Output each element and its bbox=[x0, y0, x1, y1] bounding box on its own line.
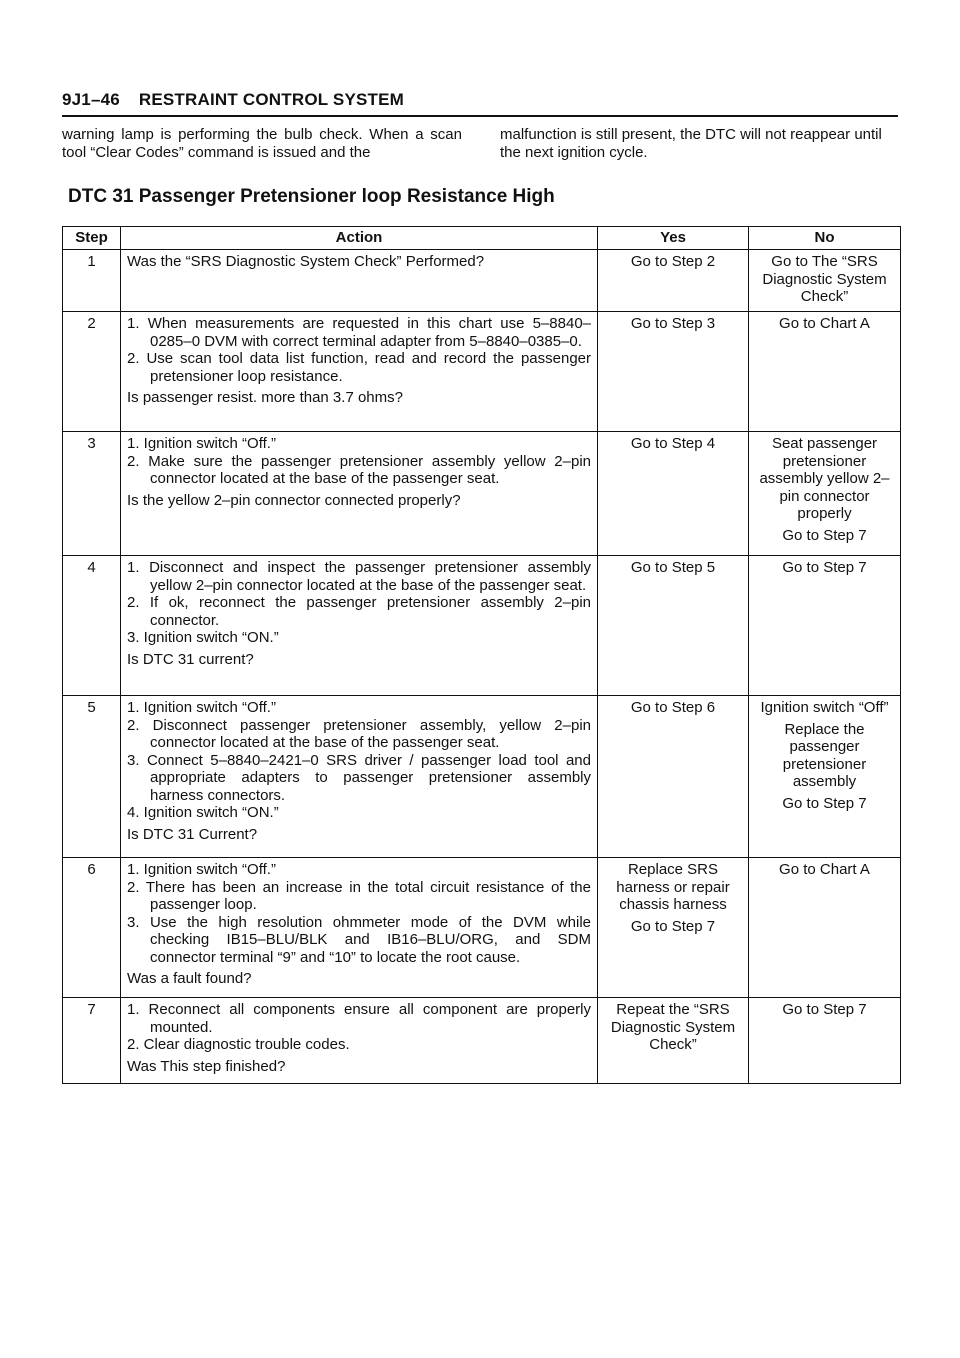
intro-right-text: malfunction is still present, the DTC will not reappear until the next ignition cycle. bbox=[500, 126, 882, 161]
no-result: Go to The “SRS Diagnostic System Check” bbox=[762, 253, 887, 305]
table-row bbox=[63, 556, 901, 696]
action-item: 1. Disconnect and inspect the passenger pretensioner assembly yellow 2–pin connector located at the base of the passenger seat. bbox=[127, 559, 591, 594]
step-number: 1 bbox=[63, 250, 121, 312]
action-item: 3. Use the high resolution ohmmeter mode of the DVM while checking IB15–BLU/BLK and IB16–BLU/ORG, and SDM connector terminal “9” and “10” to locate the root cause. bbox=[127, 913, 591, 966]
action-item: 2. Clear diagnostic trouble codes. bbox=[127, 1036, 350, 1053]
no-cell bbox=[749, 556, 901, 696]
yes-result: Go to Step 3 bbox=[630, 315, 716, 332]
no-result: Go to Step 7 bbox=[782, 1001, 867, 1018]
header-no: No bbox=[749, 227, 901, 250]
step-number: 6 bbox=[63, 858, 121, 998]
action-question: Was This step finished? bbox=[127, 1057, 286, 1075]
step-number: 4 bbox=[63, 556, 121, 696]
no-note: Ignition switch “Off” bbox=[760, 699, 889, 716]
step-number: 3 bbox=[63, 432, 121, 556]
action-cell bbox=[121, 696, 598, 858]
step-number: 5 bbox=[63, 696, 121, 858]
no-cell bbox=[749, 998, 901, 1084]
yes-result: Repeat the “SRS Diagnostic System Check” bbox=[610, 1001, 736, 1053]
no-result: Go to Step 7 bbox=[782, 526, 867, 544]
no-cell bbox=[749, 858, 901, 998]
yes-result: Go to Step 6 bbox=[630, 699, 716, 716]
yes-cell bbox=[598, 858, 749, 998]
yes-cell bbox=[598, 312, 749, 432]
intro-left-text: warning lamp is performing the bulb check. When a scan tool “Clear Codes” command is issued and the bbox=[62, 126, 462, 161]
action-item: 2. Use scan tool data list function, read and record the passenger pretensioner loop resistance. bbox=[127, 350, 591, 385]
action-cell bbox=[121, 556, 598, 696]
yes-cell bbox=[598, 250, 749, 312]
action-item: 1. Reconnect all components ensure all component are properly mounted. bbox=[127, 1001, 591, 1036]
action-item: 2. Make sure the passenger pretensioner assembly yellow 2–pin connector located at the base of the passenger seat. bbox=[127, 452, 591, 487]
action-cell bbox=[121, 998, 598, 1084]
no-result: Go to Step 7 bbox=[782, 559, 867, 576]
action-item: 3. Connect 5–8840–2421–0 SRS driver / passenger load tool and appropriate adapters to passenger pretensioner assembly harness connectors. bbox=[127, 751, 591, 804]
yes-result: Go to Step 4 bbox=[630, 435, 716, 452]
action-item: 2. If ok, reconnect the passenger pretensioner assembly 2–pin connector. bbox=[127, 594, 591, 629]
no-cell bbox=[749, 312, 901, 432]
action-item: 1. Ignition switch “Off.” bbox=[127, 861, 276, 878]
action-question: Was a fault found? bbox=[127, 970, 252, 987]
yes-result: Go to Step 7 bbox=[630, 917, 716, 935]
no-result: Go to Step 7 bbox=[782, 794, 867, 812]
action-question: Is the yellow 2–pin connector connected properly? bbox=[127, 491, 461, 509]
no-cell bbox=[749, 250, 901, 312]
no-cell bbox=[749, 696, 901, 858]
diagnostic-table bbox=[62, 226, 901, 1084]
action-item: 1. Ignition switch “Off.” bbox=[127, 435, 276, 452]
yes-cell bbox=[598, 696, 749, 858]
header-rule bbox=[62, 115, 898, 117]
action-item: 1. When measurements are requested in this chart use 5–8840–0285–0 DVM with correct terminal adapter from 5–8840–0385–0. bbox=[127, 315, 591, 350]
action-item: 3. Ignition switch “ON.” bbox=[127, 629, 279, 646]
header-step: Step bbox=[63, 227, 121, 250]
action-cell bbox=[121, 312, 598, 432]
table-row bbox=[63, 998, 901, 1084]
action-item: 4. Ignition switch “ON.” bbox=[127, 804, 279, 821]
section-title: RESTRAINT CONTROL SYSTEM bbox=[138, 90, 405, 109]
table-row bbox=[63, 250, 901, 312]
yes-cell bbox=[598, 998, 749, 1084]
page-code: 9J1–46 bbox=[62, 90, 120, 109]
table-row bbox=[63, 858, 901, 998]
action-question: Is passenger resist. more than 3.7 ohms? bbox=[127, 389, 403, 406]
no-cell bbox=[749, 432, 901, 556]
action-item: 2. There has been an increase in the total circuit resistance of the passenger loop. bbox=[127, 878, 591, 913]
action-question: Is DTC 31 Current? bbox=[127, 825, 258, 843]
step-number: 7 bbox=[63, 998, 121, 1084]
action-question: Was the “SRS Diagnostic System Check” Performed? bbox=[127, 253, 485, 270]
step-number: 2 bbox=[63, 312, 121, 432]
yes-cell bbox=[598, 432, 749, 556]
table-row bbox=[63, 312, 901, 432]
table-row bbox=[63, 696, 901, 858]
action-cell bbox=[121, 250, 598, 312]
action-item: 2. Disconnect passenger pretensioner assembly, yellow 2–pin connector located at the base of the passenger seat. bbox=[127, 716, 591, 751]
header-yes: Yes bbox=[598, 227, 749, 250]
action-question: Is DTC 31 current? bbox=[127, 650, 254, 668]
yes-cell bbox=[598, 556, 749, 696]
yes-note: Replace SRS harness or repair chassis harness bbox=[616, 861, 730, 913]
yes-result: Go to Step 2 bbox=[630, 253, 716, 270]
action-item: 1. Ignition switch “Off.” bbox=[127, 699, 276, 716]
table-row bbox=[63, 432, 901, 556]
no-note-replace: Replace the passenger pretensioner assembly bbox=[782, 720, 867, 790]
header-action: Action bbox=[121, 227, 598, 250]
no-result: Go to Chart A bbox=[779, 315, 870, 332]
table-header-row bbox=[63, 227, 901, 250]
yes-result: Go to Step 5 bbox=[630, 559, 716, 576]
no-note: Seat passenger pretensioner assembly yellow 2–pin connector properly bbox=[759, 435, 890, 522]
action-cell bbox=[121, 432, 598, 556]
action-cell bbox=[121, 858, 598, 998]
page-header bbox=[62, 90, 404, 110]
dtc-title: DTC 31 Passenger Pretensioner loop Resistance High bbox=[68, 186, 555, 207]
no-result: Go to Chart A bbox=[779, 861, 870, 878]
